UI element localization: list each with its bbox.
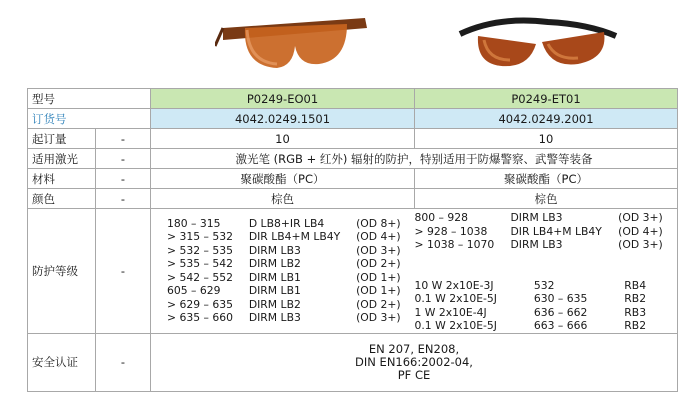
label-order-no: 订货号 (28, 109, 151, 129)
table-row-min-order (28, 129, 678, 149)
od: (OD 8+) (356, 216, 401, 230)
od: (OD 3+) (618, 238, 663, 251)
dash-cell: - (96, 169, 151, 189)
label-protection: 防护等级 (28, 209, 96, 334)
label-min-order: 起订量 (28, 129, 96, 149)
rb-power: 10 W 2x10E-3J (414, 278, 494, 292)
cert-line: DIN EN166:2002-04, (355, 354, 473, 369)
spec-table (27, 88, 678, 392)
protection-right-list (415, 211, 674, 252)
rb-range: 630 – 635 (533, 292, 588, 305)
grade: DIRM LB3 (248, 311, 301, 325)
range: 800 – 928 (414, 211, 468, 224)
range: > 535 – 542 (167, 257, 233, 271)
cert-line: PF CE (397, 367, 431, 382)
grade: DIRM LB3 (510, 211, 563, 224)
laser-cell: 激光笔 (RGB + 红外) 辐射的防护，特别适用于防爆警察、武警等装备 (151, 149, 678, 169)
rb-range: 663 – 666 (533, 319, 588, 332)
grade: DIR LB4+M LB4Y (510, 224, 602, 238)
range: > 635 – 660 (167, 311, 233, 325)
range: > 1038 – 1070 (414, 238, 495, 251)
label-cert: 安全认证 (28, 333, 96, 391)
rb-grade: RB2 (624, 319, 647, 332)
dash-cell: - (96, 333, 151, 391)
dash-cell: - (96, 149, 151, 169)
min-order-cell-2: 10 (415, 129, 678, 149)
model-cell-1: P0249-EO01 (151, 89, 415, 109)
table-row-model (28, 89, 678, 109)
protection-right-cell (415, 209, 678, 334)
material-cell-1: 聚碳酸酯（PC） (151, 169, 415, 189)
grade: DIR LB4+M LB4Y (248, 230, 341, 244)
table-row-order (28, 109, 678, 129)
protection-left-cell (151, 209, 415, 334)
grade: DIRM LB2 (248, 257, 301, 271)
rb-power: 0.1 W 2x10E-5J (414, 319, 497, 332)
range: > 542 – 552 (167, 270, 233, 284)
label-color: 颜色 (28, 189, 96, 209)
od: (OD 2+) (356, 297, 401, 311)
od: (OD 2+) (356, 257, 401, 271)
grade: DIRM LB3 (248, 243, 301, 257)
rb-power: 0.1 W 2x10E-5J (414, 292, 497, 305)
product-images (0, 0, 700, 86)
od: (OD 4+) (618, 224, 663, 238)
rb-grade: RB4 (624, 278, 647, 292)
range: > 629 – 635 (167, 297, 233, 311)
grade: DIRM LB2 (248, 297, 301, 311)
rb-power: 1 W 2x10E-4J (414, 305, 487, 319)
label-material: 材料 (28, 169, 96, 189)
od: (OD 3+) (618, 211, 663, 224)
min-order-cell-1: 10 (151, 129, 415, 149)
model-cell-2: P0249-ET01 (415, 89, 678, 109)
range: > 532 – 535 (167, 243, 233, 257)
table-row-cert (28, 333, 678, 391)
od: (OD 1+) (356, 270, 401, 284)
rb-range: 532 (533, 278, 555, 292)
table-row-laser (28, 149, 678, 169)
cert-line: EN 207, EN208, (368, 341, 460, 356)
od: (OD 4+) (356, 230, 401, 244)
dash-cell: - (96, 129, 151, 149)
grade: DIRM LB1 (248, 270, 301, 284)
cert-cell (151, 333, 678, 391)
label-laser: 适用激光 (28, 149, 96, 169)
color-cell-1: 棕色 (151, 189, 415, 209)
protection-left-list (167, 217, 411, 325)
grade: D LB8+IR LB4 (248, 216, 325, 230)
rb-range: 636 – 662 (533, 305, 588, 319)
dash-cell: - (96, 209, 151, 334)
range: 180 – 315 (167, 216, 221, 230)
od: (OD 3+) (356, 311, 401, 325)
material-cell-2: 聚碳酸酯（PC） (415, 169, 678, 189)
protection-rb-list (415, 279, 674, 333)
overspec-glasses-image (215, 6, 375, 78)
grade: DIRM LB3 (510, 238, 563, 251)
table-row-material (28, 169, 678, 189)
grade: DIRM LB1 (248, 284, 301, 298)
table-row-color (28, 189, 678, 209)
label-model: 型号 (28, 89, 151, 109)
color-cell-2: 棕色 (415, 189, 678, 209)
range: 605 – 629 (167, 284, 221, 298)
order-no-cell-1: 4042.0249.1501 (151, 109, 415, 129)
rb-grade: RB2 (624, 292, 647, 305)
rb-grade: RB3 (624, 305, 647, 319)
od: (OD 3+) (356, 243, 401, 257)
dash-cell: - (96, 189, 151, 209)
table-row-protection (28, 209, 678, 334)
range: > 928 – 1038 (414, 224, 488, 238)
range: > 315 – 532 (167, 230, 233, 244)
od: (OD 1+) (356, 284, 401, 298)
sport-glasses-image (458, 6, 618, 78)
order-no-cell-2: 4042.0249.2001 (415, 109, 678, 129)
